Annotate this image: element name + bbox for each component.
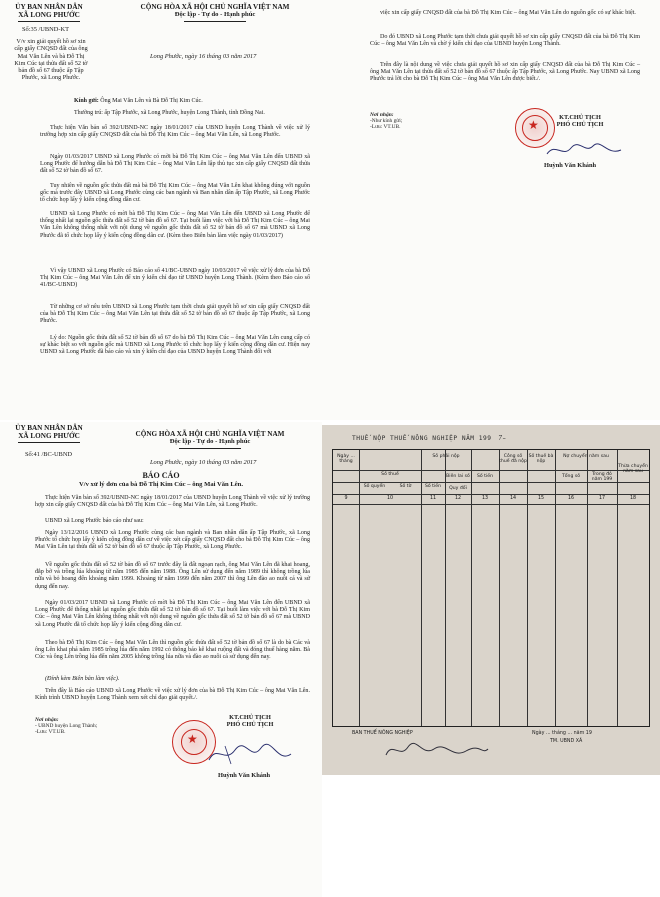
col-number: 15	[537, 496, 545, 501]
recipient-line	[74, 98, 203, 105]
body-paragraph: UBND xã Long Phước báo cáo như sau:	[45, 518, 144, 524]
tax-footer-signer: TM. UBND XÃ	[550, 739, 583, 744]
org-header	[5, 424, 93, 443]
recipient-item: -Lưu: VT.UB.	[35, 729, 66, 736]
official-seal: ★	[172, 720, 216, 764]
col-number: 12	[454, 496, 462, 501]
body-paragraph: Ngày 01/03/2017 UBND xã Long Phước có mời bà Đỗ Thị Kim Cúc – ông Mai Văn Lên đến UBND xã Long Phước để hướng dẫn bà Đỗ Thị Kim Cúc – ông Mai Văn Lên lập thủ tục xin cấp giấy CNQSD đất thửa đất số 52 tờ bản đồ số 67.	[40, 154, 310, 175]
body-paragraph: Từ những cơ sở nêu trên UBND xã Long Phước tạm thời chưa giải quyết hồ sơ xin cấp giấy CNQSD đất của bà Đỗ Thị Kim Cúc – ông Mai Văn Lên tại thửa đất số 52 tờ bản đồ số 67 thuộc ấp Tập Phước, xã Long Phước.	[40, 304, 310, 325]
tax-table-title: THUẾ NỘP THUẾ NÔNG NGHIỆP NĂM 199 7–	[352, 435, 507, 442]
body-paragraph: Về nguồn gốc thửa đất số 52 tờ bản đồ số 67 trước đây là đất ngoạn rạch, ông Mai Văn Lên đã khai hoang, đắp bờ và trồng lúa khoảng từ năm 1985 đến năm 1988. Ông Lên sử dụng đến năm 1989 thì không trồng lúa nữa và bỏ hoang đến khoảng năm 1999. Khoảng từ năm 1999 đến năm 2007 thì ông Lên đào ao nuôi cá và sử dụng đến nay.	[35, 562, 310, 590]
body-paragraph: Vì vậy UBND xã Long Phước có Báo cáo số 41/BC-UBND ngày 10/03/2017 về việc xử lý đơn của bà Đỗ Thị Kim Cúc – ông Mai Văn Lên để xin ý kiến chỉ đạo từ UBND huyện Long Thành. (Kèm theo Báo cáo số 41/BC-UBND)	[40, 268, 310, 289]
recipients-label: Nơi nhận:	[35, 717, 59, 723]
handwritten-signature	[205, 740, 295, 768]
tax-table	[332, 449, 650, 727]
org-header	[5, 3, 93, 22]
org-line-2: XÃ LONG PHƯỚC	[18, 432, 80, 442]
subject-line: V/v xin giải quyết hồ sơ xin	[16, 38, 86, 45]
col-number: 13	[481, 496, 489, 501]
document-date: Long Phước, ngày 16 tháng 03 năm 2017	[150, 53, 257, 60]
body-paragraph: UBND xã Long Phước có mời bà Đỗ Thị Kim Cúc – ông Mai Văn Lên đến UBND xã Long Phước để thống nhất lại nguồn gốc thửa đất số 52 tờ bản đồ số 67. Tại buổi làm việc với bà Đỗ Thị Kim Cúc – ông Mai Văn Lên không thống nhất với nội dung về nguồn gốc thửa đất số 52 tờ bản đồ số 67 mà UBND xã Long Phước đã tổ chức họp lấy ý kiến cộng đồng dân cư. (Kèm theo Biên bản làm việc ngày 01/03/2017)	[40, 211, 310, 239]
col-number: 18	[629, 496, 637, 501]
recipient-label: Kính gửi:	[74, 98, 99, 104]
recipient-item: -Như kính gửi;	[370, 118, 403, 124]
signature-title	[190, 714, 310, 728]
org-line-1: ỦY BAN NHÂN DÂN	[15, 424, 83, 432]
col-header-surplus: Thừa chuyển năm sau	[618, 464, 648, 475]
document-date: Long Phước, ngày 10 tháng 03 năm 2017	[150, 459, 257, 466]
sub-header: Số quyển	[363, 484, 386, 489]
body-paragraph: việc xin cấp giấy CNQSD đất của bà Đỗ Thị Kim Cúc – ông Mai Văn Lên do nguồn gốc có sự khác biệt.	[380, 10, 636, 16]
handwritten-signature	[382, 737, 492, 763]
report-subtitle: V/v xử lý đơn của bà Đỗ Thị Kim Cúc – ông Mai Văn Lên.	[79, 481, 243, 488]
recipients-block	[370, 112, 402, 131]
report-title: BÁO CÁO	[142, 471, 180, 480]
col-header-amount: Số tiền	[476, 474, 493, 479]
nation-line-1: CỘNG HÒA XÃ HỘI CHỦ NGHĨA VIỆT NAM	[135, 430, 285, 438]
col-number: 10	[386, 496, 394, 501]
sub-header: Số tờ	[399, 484, 412, 489]
body-paragraph: Tuy nhiên về nguồn gốc thửa đất mà bà Đỗ Thị Kim Cúc – ông Mai Văn Lên khai không đúng với nguồn gốc mà trước đây UBND xã Long Phước cùng các ban ngành và Ban nhân dân ấp Tập Phước, xã Long Phước tổ chức họp lấy ý kiến cộng đồng dân cư.	[40, 183, 310, 204]
col-header-of-year: Trong đó năm 199	[591, 472, 613, 483]
nation-line-2: Độc lập - Tự do - Hạnh phúc	[174, 11, 256, 19]
body-paragraph: Trên đây là Báo cáo UBND xã Long Phước về việc xử lý đơn của bà Đỗ Thị Kim Cúc – ông Mai Văn Lên. Kính trình UBND huyện Long Thành xem xét chỉ đạo giải quyết./.	[35, 688, 310, 702]
handwritten-signature	[545, 140, 625, 160]
col-number: 16	[567, 496, 575, 501]
subject-line: Mai Văn Lên và bà Đỗ Thị	[17, 52, 85, 60]
col-header-paid: Số thuế bà nộp	[528, 454, 554, 465]
subject-block	[2, 38, 100, 82]
signer-name: Huỳnh Văn Khánh	[544, 162, 597, 169]
tax-title-text: THUẾ NỘP THUẾ NÔNG NGHIỆP NĂM 199	[352, 435, 492, 442]
col-header-date: Ngày ... tháng	[337, 454, 355, 465]
org-line-1: ỦY BAN NHÂN DÂN	[15, 3, 83, 11]
sub-header: Quy đổi	[449, 486, 467, 491]
body-paragraph: Ngày 01/03/2017 UBND xã Long Phước có mời bà Đỗ Thị Kim Cúc – ông Mai Văn Lên đến UBND xã Long Phước để thống nhất lại nguồn gốc thửa đất số 52 tờ bản đồ số 67. Tại buổi làm việc với bà Đỗ Thị Kim Cúc – ông Mai Văn Lên không thống nhất với nội dung về nguồn gốc thửa đất số 52 tờ bản đồ số 67 mà UBND xã Long Phước đã tổ chức họp lấy ý kiến cộng đồng dân cư.	[35, 600, 310, 628]
subject-line: cấp giấy CNQSD đất của ông	[14, 45, 88, 53]
document-number: Số:41 /BC-UBND	[25, 451, 73, 458]
body-paragraph: Lý do: Nguồn gốc thửa đất số 52 tờ bản đồ số 67 do bà Đỗ Thị Kim Cúc – ông Mai Văn Lên cung cấp có sự khác biệt so với nguồn gốc mà UBND xã Long Phước tổ chức họp lấy ý kiến cộng đồng dân cư. Hiện nay UBND xã Long Phước đã báo cáo và xin ý kiến chỉ đạo của UBND huyện Long Thành đối với	[40, 335, 310, 356]
subject-line: Kim Cúc tại thửa đất số 52 tờ	[14, 59, 88, 67]
recipients-label: Nơi nhận:	[370, 112, 394, 118]
body-paragraph: Thực hiện Văn bản số 392/UBND-NC ngày 18/01/2017 của UBND huyện Long Thành về việc xử lý trường hợp xin cấp giấy CNQSD đất của bà Đỗ Thị Kim Cúc – ông Mai Văn Lên, xã Long Phước.	[35, 495, 310, 509]
body-paragraph: Trên đây là nội dung về việc chưa giải quyết hồ sơ xin cấp giấy CNQSD đất của bà Đỗ Thị Kim Cúc – ông Mai Văn Lên tại thửa đất số 52 tờ bản đồ số 67 thuộc ấp Tập Phước, xã Long Phước. Nay UBND xã Long Phước trả lời cho bà Đỗ Thị Kim Cúc – ông Mai Văn Lên được biết./.	[370, 62, 640, 83]
document-page-2	[330, 0, 660, 420]
official-seal: ★	[515, 108, 555, 148]
col-header-total-paid: Công số thuế đã nộp	[499, 454, 527, 465]
signature-title	[520, 114, 640, 128]
nation-header	[105, 430, 315, 449]
signature-title-1: KT.CHỦ TỊCH	[229, 714, 271, 721]
subject-line: Phước, xã Long Phước.	[21, 74, 81, 82]
tax-record-page	[322, 425, 660, 775]
tax-footer-left: BAN THUẾ NÔNG NGHIỆP	[352, 731, 413, 736]
signer-name: Huỳnh Văn Khánh	[218, 772, 271, 779]
col-number: 11	[429, 496, 437, 501]
sub-header: Số tiền	[424, 484, 441, 489]
col-number: 17	[598, 496, 606, 501]
header-divider	[184, 21, 246, 22]
col-header-carry: Nợ chuyển năm sau	[563, 454, 609, 459]
col-number: 14	[509, 496, 517, 501]
recipient-item: -Lưu: VT.UB.	[370, 124, 401, 131]
nation-line-2: Độc lập - Tự do - Hạnh phúc	[169, 438, 251, 446]
col-number: 9	[344, 496, 348, 501]
document-page-1	[0, 0, 330, 420]
org-line-2: XÃ LONG PHƯỚC	[18, 11, 80, 21]
signature-title-2: PHÓ CHỦ TỊCH	[226, 721, 274, 729]
body-paragraph: Theo bà Đỗ Thị Kim Cúc – ông Mai Văn Lên thì nguồn gốc thửa đất số 52 tờ bản đồ số 67 là do bà Các và ông Lên khai phá năm 1985 trồng lúa đến năm 1992 có thông báo kê khai ruộng đất và đóng thuế hàng năm. Bà Cúc và ông Lên trồng lúa đến năm 2005 không trồng lúa nữa và đào ao nuôi cá sử dụng đến nay.	[35, 640, 310, 661]
subject-line: bản đồ số 67 thuộc ấp Tập	[18, 67, 84, 75]
document-page-3	[0, 422, 322, 897]
body-paragraph: Do đó UBND xã Long Phước tạm thời chưa giải quyết hồ sơ xin cấp giấy CNQSD đất của bà Đỗ Thị Kim Cúc – ông Mai Văn Lên và chờ ý kiến chỉ đạo của UBND huyện Long Thành.	[370, 34, 640, 48]
recipient-address: Thường trú: ấp Tập Phước, xã Long Phước, huyện Long Thành, tỉnh Đồng Nai.	[74, 110, 265, 116]
signature-title-2: PHÓ CHỦ TỊCH	[556, 121, 604, 129]
signature-title-1: KT.CHỦ TỊCH	[559, 114, 601, 121]
col-header-tax: Số thuế	[381, 472, 399, 477]
col-header-receipt: Biên lai số	[446, 474, 470, 479]
header-divider	[179, 448, 241, 449]
nation-header	[110, 3, 320, 22]
tax-footer-date: Ngày ... tháng ... năm 19	[532, 731, 592, 736]
body-paragraph: Ngày 13/12/2016 UBND xã Long Phước cùng các ban ngành và Ban nhân dân ấp Tập Phước, xã Long Phước tổ chức họp lấy ý kiến cộng đồng dân cư về việc xét cấp giấy CNQSD đất cho bà Đỗ Thị Kim Cúc – ông Mai Văn Lên tại thửa đất số 52 tờ bản đồ số 67 thuộc ấp Tập Phước, xã Long Phước.	[35, 530, 310, 551]
col-header-due: Số phải nộp	[432, 454, 460, 459]
document-number: Số:35 /UBND-KT	[22, 26, 70, 33]
nation-line-1: CỘNG HÒA XÃ HỘI CHỦ NGHĨA VIỆT NAM	[140, 3, 290, 11]
recipients-block	[35, 717, 97, 736]
body-paragraph: Thực hiện Văn bản số 392/UBND-NC ngày 18/01/2017 của UBND huyện Long Thành về việc xử lý trường hợp xin cấp giấy CNQSD đất của bà Đỗ Thị Kim Cúc – ông Mai Văn Lên, xã Long Phước.	[40, 125, 310, 139]
col-header-sum: Tổng số	[561, 474, 581, 479]
attachment-note: (Đính kèm Biên bản làm việc).	[45, 676, 120, 682]
recipient-item: - UBND huyện Long Thành;	[35, 723, 98, 729]
recipient-name: Ông Mai Văn Lên và Bà Đỗ Thị Kim Cúc.	[100, 98, 203, 104]
